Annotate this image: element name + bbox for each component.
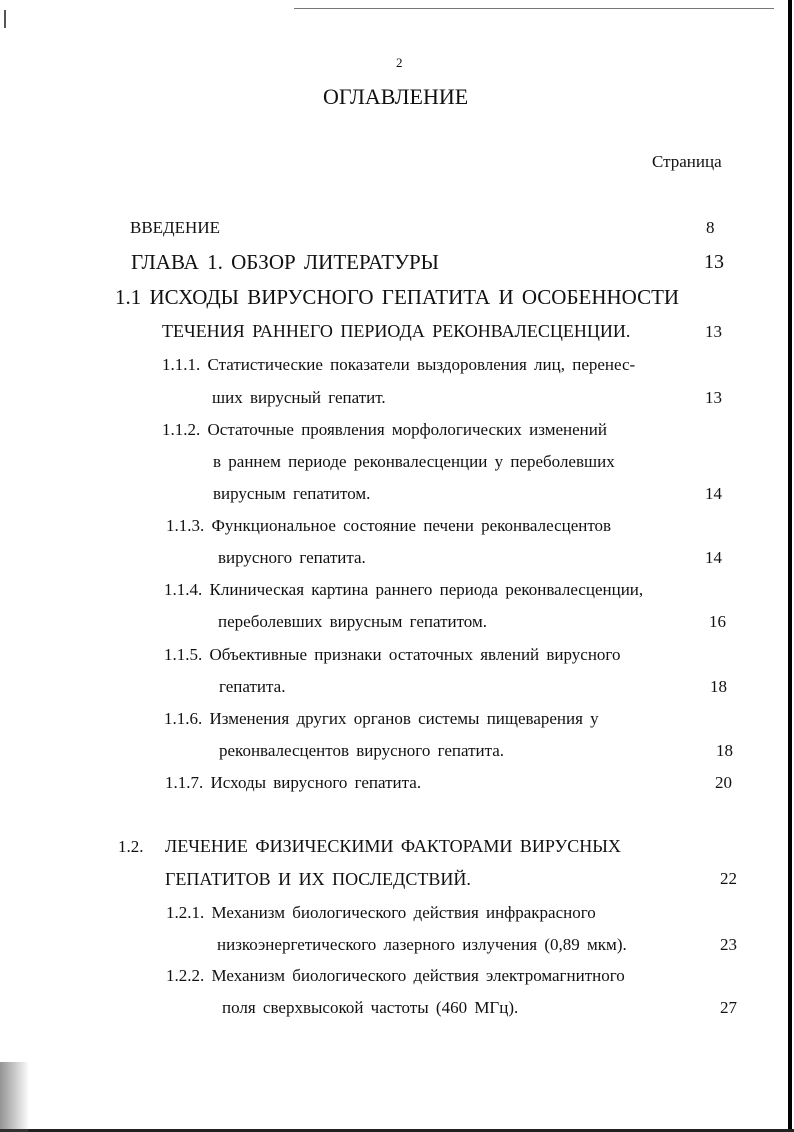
- scan-corner-shadow: [0, 1062, 28, 1132]
- toc-section-1-2-number: 1.2.: [118, 837, 144, 856]
- toc-sub-1-2-1-line1: 1.2.1. Механизм биологического действия инфракрасного: [166, 903, 596, 922]
- page-number: 2: [396, 55, 403, 70]
- toc-sub-1-1-1-line2: ших вирусный гепатит.: [212, 388, 386, 407]
- toc-entry-chapter1: ГЛАВА 1. ОБЗОР ЛИТЕРАТУРЫ: [131, 250, 439, 274]
- toc-sub-1-1-1-line1: 1.1.1. Статистические показатели выздоровления лиц, перенес-: [162, 355, 636, 374]
- toc-sub-1-1-4-line2: переболевших вирусным гепатитом.: [218, 612, 487, 631]
- toc-sub-1-1-5-line2: гепатита.: [219, 677, 286, 696]
- toc-sub-1-1-3-line2: вирусного гепатита.: [218, 548, 366, 567]
- toc-page-section-1-2: 22: [720, 869, 737, 888]
- toc-section-1-2-line2: ГЕПАТИТОВ И ИХ ПОСЛЕДСТВИЙ.: [165, 869, 471, 889]
- toc-page-1-1-4: 16: [709, 612, 726, 631]
- toc-sub-1-1-3-line1: 1.1.3. Функциональное состояние печени реконвалесцентов: [166, 516, 612, 535]
- toc-sub-1-2-2-line2: поля сверхвысокой частоты (460 МГц).: [222, 998, 519, 1017]
- toc-page-section-1-1: 13: [705, 322, 722, 341]
- toc-page-1-1-2: 14: [705, 484, 722, 503]
- toc-sub-1-1-4-line1: 1.1.4. Клиническая картина раннего периода реконвалесценции,: [164, 580, 644, 599]
- toc-entry-intro: ВВЕДЕНИЕ: [130, 218, 220, 237]
- toc-page-chapter1: 13: [704, 251, 724, 273]
- toc-page-1-1-6: 18: [716, 741, 733, 760]
- toc-page-1-1-7: 20: [715, 773, 732, 792]
- toc-sub-1-2-1-line2: низкоэнергетического лазерного излучения (0,89 мкм).: [217, 935, 627, 954]
- scan-top-edge: [294, 8, 774, 9]
- toc-page-intro: 8: [706, 218, 715, 237]
- page-column-header: Страница: [652, 152, 722, 171]
- toc-section-1-2-line1: ЛЕЧЕНИЕ ФИЗИЧЕСКИМИ ФАКТОРАМИ ВИРУСНЫХ: [165, 836, 621, 856]
- page-title: ОГЛАВЛЕНИЕ: [323, 84, 469, 109]
- toc-page-1-1-3: 14: [705, 548, 722, 567]
- toc-page-1-1-1: 13: [705, 388, 722, 407]
- toc-sub-1-1-5-line1: 1.1.5. Объективные признаки остаточных явлений вирусного: [164, 645, 621, 664]
- toc-page-1-2-2: 27: [720, 998, 737, 1017]
- toc-sub-1-1-6-line2: реконвалесцентов вирусного гепатита.: [219, 741, 505, 760]
- toc-section-1-1-line2: ТЕЧЕНИЯ РАННЕГО ПЕРИОДА РЕКОНВАЛЕСЦЕНЦИИ.: [162, 321, 631, 341]
- toc-page-1-1-5: 18: [710, 677, 727, 696]
- toc-page-1-2-1: 23: [720, 935, 737, 954]
- scan-right-border: [788, 0, 792, 1132]
- toc-sub-1-1-6-line1: 1.1.6. Изменения других органов системы пищеварения у: [164, 709, 599, 728]
- toc-sub-1-1-2-line3: вирусным гепатитом.: [213, 484, 371, 503]
- toc-sub-1-2-2-line1: 1.2.2. Механизм биологического действия электромагнитного: [166, 966, 625, 985]
- toc-sub-1-1-7-line1: 1.1.7. Исходы вирусного гепатита.: [165, 773, 422, 792]
- toc-sub-1-1-2-line1: 1.1.2. Остаточные проявления морфологических изменений: [162, 420, 607, 439]
- toc-section-1-1-line1: 1.1 ИСХОДЫ ВИРУСНОГО ГЕПАТИТА И ОСОБЕННОСТИ: [115, 285, 680, 309]
- toc-sub-1-1-2-line2: в раннем периоде реконвалесценции у переболевших: [213, 452, 615, 471]
- scan-mark: [4, 10, 6, 28]
